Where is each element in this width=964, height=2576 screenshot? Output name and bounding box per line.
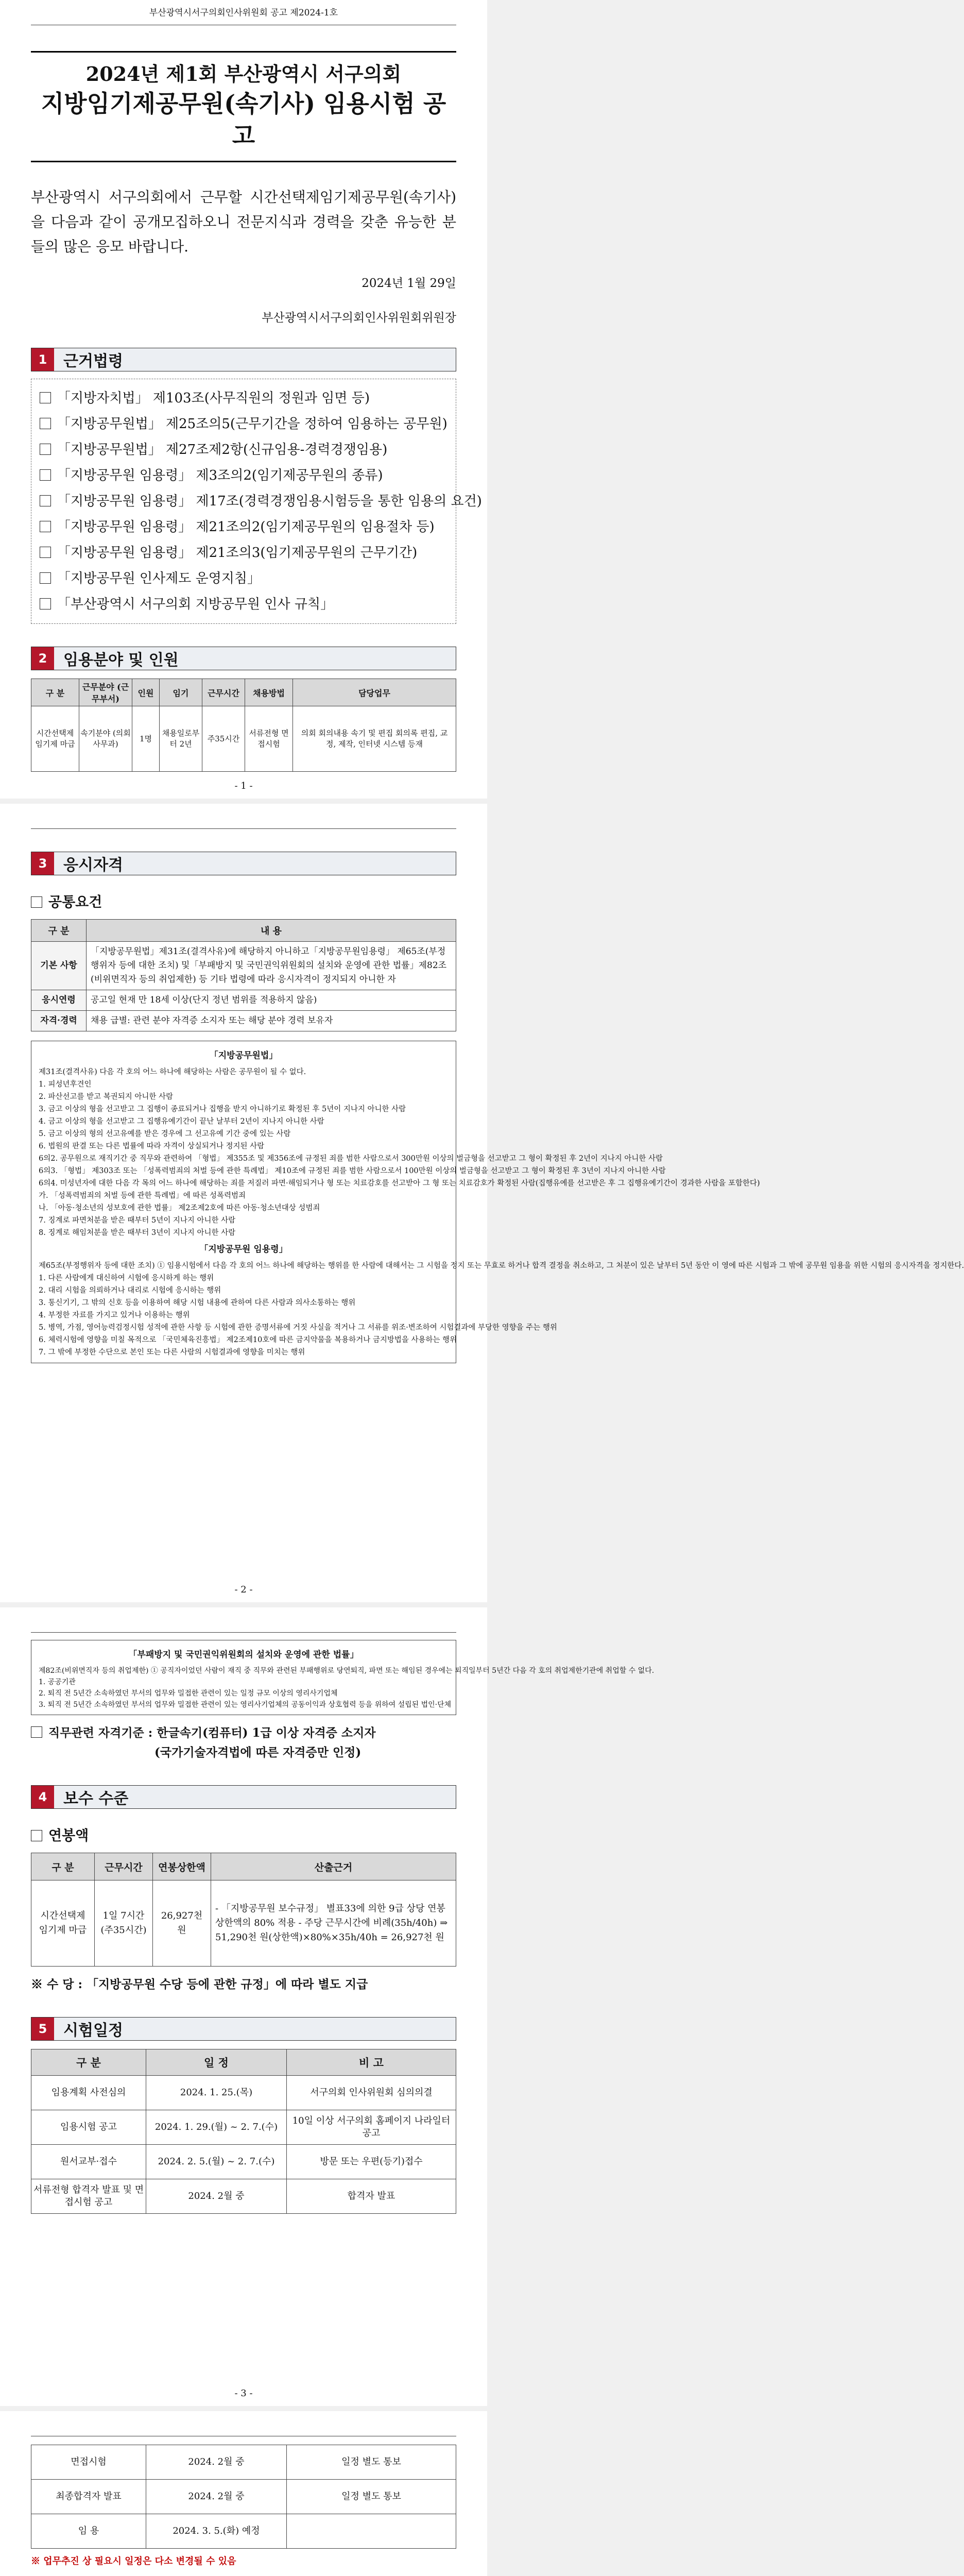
table-cell: 서류전형 합격자 발표 및 면접시험 공고 <box>31 2179 146 2214</box>
table-header: 일 정 <box>146 2049 287 2076</box>
table-row <box>31 1011 456 1031</box>
table-cell: 일정 별도 통보 <box>287 2480 456 2514</box>
allowance-note: ※ 수 당 : 「지방공무원 수당 등에 관한 규정」에 따라 별도 지급 <box>31 1977 368 1991</box>
checkbox-square-icon <box>40 572 51 584</box>
table-cell <box>287 2514 456 2549</box>
section-number: 5 <box>31 2018 54 2040</box>
table-header: 비 고 <box>287 2049 456 2076</box>
excerpt-line: 제82조(비위면직자 등의 취업제한) ① 공직자이었던 사람이 재직 중 직무와 관련된 부패행위로 당연퇴직, 파면 또는 해임된 경우에는 퇴직일부터 5년간 다음 각 호의 취업제한기관에 취업할 수 없다. <box>39 1667 655 1675</box>
row-label: 응시연령 <box>31 990 87 1011</box>
table-row <box>31 2514 456 2549</box>
page-1 <box>0 0 487 799</box>
section-2 <box>31 647 456 670</box>
excerpt-line: 2. 파산선고를 받고 복권되지 아니한 사람 <box>39 1093 173 1101</box>
excerpt-line: 7. 그 밖에 부정한 수단으로 본인 또는 다른 사람의 시험결과에 영향을 미치는 행위 <box>39 1348 305 1357</box>
table-row <box>31 2110 456 2145</box>
table-cell: 2024. 2월 중 <box>146 2480 287 2514</box>
table-cell: 의회 회의내용 속기 및 편집 회의록 편집, 교정, 제작, 인터넷 시스템 등재 <box>293 706 456 772</box>
doc-header <box>31 804 456 829</box>
law-item: 「지방공무원 임용령」 제21조의3(임기제공무원의 근무기간) <box>40 540 447 566</box>
excerpt-line: 2. 대리 시험을 의뢰하거나 대리로 시험에 응시하는 행위 <box>39 1286 221 1295</box>
table-cell: - 「지방공무원 보수규정」 별표33에 의한 9급 상당 연봉 상한액의 80% 적용 - 주당 근무시간에 비례(35h/40h) ⇒ 51,290천 원(상한액)×80%×35h/40h = 26,927천 원 <box>211 1880 456 1967</box>
table-row <box>31 2179 456 2214</box>
table-cell: 시간선택제 임기제 마급 <box>31 706 79 772</box>
table-cell: 임용계획 사전심의 <box>31 2076 146 2110</box>
table-cell: 10일 이상 서구의회 홈페이지 나라일터 공고 <box>287 2110 456 2145</box>
excerpt-line: 7. 징계로 파면처분을 받은 때부터 5년이 지나지 아니한 사람 <box>39 1216 236 1225</box>
schedule-table-continued <box>31 2445 456 2549</box>
row-label: 기본 사항 <box>31 942 87 990</box>
table-header: 연봉상한액 <box>153 1853 211 1880</box>
checkbox-square-icon <box>40 392 51 403</box>
table-cell: 1일 7시간 (주35시간) <box>95 1880 153 1967</box>
checkbox-square-icon <box>40 547 51 558</box>
table-cell: 서구의회 인사위원회 심의의결 <box>287 2076 456 2110</box>
section-1 <box>31 348 456 371</box>
legal-excerpt-box <box>31 1640 655 1715</box>
table-cell: 임 용 <box>31 2514 146 2549</box>
section-number: 1 <box>31 348 54 371</box>
law-item: 「지방공무원 임용령」 제21조의2(임기제공무원의 임용절차 등) <box>40 514 447 540</box>
doc-header <box>31 2411 456 2436</box>
table-cell: 최종합격자 발표 <box>31 2480 146 2514</box>
excerpt-line: 6의2. 공무원으로 재직기간 중 직무와 관련하여 「형법」 제355조 및 제356조에 규정된 죄를 범한 사람으로서 300만원 이상의 벌금형을 선고받고 그 형이 확정된 후 2년이 지나지 아니한 사람 <box>39 1155 663 1163</box>
section-number: 2 <box>31 647 54 670</box>
table-header-row <box>31 679 456 706</box>
table-header: 담당업무 <box>293 679 456 706</box>
law-item: 「지방공무원법」 제27조제2항(신규임용-경력경쟁임용) <box>40 437 447 463</box>
table-cell: 합격자 발표 <box>287 2179 456 2214</box>
checkbox-square-icon <box>31 1726 42 1738</box>
law-item: 「지방공무원 임용령」 제3조의2(임기제공무원의 종류) <box>40 463 447 488</box>
table-row <box>31 990 456 1011</box>
table-header: 구 분 <box>31 2049 146 2076</box>
table-cell: 방문 또는 우편(등기)접수 <box>287 2145 456 2179</box>
checkbox-square-icon <box>40 418 51 429</box>
checkbox-square-icon <box>31 896 42 908</box>
excerpt-line: 6의3. 「형법」 제303조 또는 「성폭력범죄의 처벌 등에 관한 특례법」 제10조에 규정된 죄를 범한 사람으로서 100만원 이상의 벌금형을 선고받고 그 형이 확정된 후 3년이 지나지 아니한 사람 <box>39 1167 666 1175</box>
excerpt-line: 6. 체력시험에 영향을 미칠 목적으로 「국민체육진흥법」 제2조제10호에 따른 금지약물을 복용하거나 금지방법을 사용하는 행위 <box>39 1336 457 1344</box>
table-cell: 일정 별도 통보 <box>287 2445 456 2480</box>
section-title: 근거법령 <box>54 348 456 371</box>
table-row <box>31 2145 456 2179</box>
page-4 <box>0 2411 487 2576</box>
table-header-row <box>31 2049 456 2076</box>
legal-excerpt-box <box>31 1041 964 1363</box>
table-cell: 1명 <box>132 706 160 772</box>
excerpt-heading: 「지방공무원법」 <box>209 1050 278 1061</box>
row-text: 「지방공무원법」제31조(결격사유)에 해당하지 아니하고「지방공무원임용령」 제65조(부정행위자 등에 대한 조치) 및「부패방지 및 국민권익위원회의 설치와 운영에 관한 법률」제82조(비위면직자 등의 취업제한) 등 기타 법령에 따라 응시자격이 정지되지 아니한 자 <box>87 942 456 990</box>
table-header: 근무분야 (근무부서) <box>79 679 132 706</box>
table-header: 근무시간 <box>202 679 245 706</box>
table-cell: 2024. 1. 25.(목) <box>146 2076 287 2110</box>
table-cell: 2024. 2. 5.(월) ~ 2. 7.(수) <box>146 2145 287 2179</box>
table-header: 채용방법 <box>245 679 293 706</box>
table-header: 인원 <box>132 679 160 706</box>
excerpt-line: 3. 통신기기, 그 밖의 신호 등을 이용하여 해당 시험 내용에 관하여 다른 사람과 의사소통하는 행위 <box>39 1299 356 1307</box>
schedule-table <box>31 2049 456 2214</box>
section-number: 3 <box>31 852 54 875</box>
section-4 <box>31 1785 456 1809</box>
law-item: 「지방공무원 임용령」 제17조(경력경쟁임용시험등을 통한 임용의 요건) <box>40 488 447 514</box>
excerpt-line: 3. 금고 이상의 형을 선고받고 그 집행이 종료되거나 집행을 받지 아니하기로 확정된 후 5년이 지나지 아니한 사람 <box>39 1105 406 1113</box>
table-row <box>31 2480 456 2514</box>
table-row <box>31 2076 456 2110</box>
checkbox-square-icon <box>40 521 51 532</box>
excerpt-line: 1. 피성년후견인 <box>39 1080 92 1089</box>
excerpt-line: 5. 병역, 가점, 영어능력검정시험 성적에 관한 사항 등 시험에 관한 증명서류에 거짓 사실을 적거나 그 서류를 위조·변조하여 시험결과에 부당한 영향을 주는 행위 <box>39 1324 557 1332</box>
law-item: 「부산광역시 서구의회 지방공무원 인사 규칙」 <box>40 591 447 617</box>
excerpt-line: 2. 퇴직 전 5년간 소속하였던 부서의 업무와 밀접한 관련이 있는 일정 규모 이상의 영리사기업체 <box>39 1689 338 1698</box>
table-header: 구 분 <box>31 920 87 942</box>
title-line-2: 지방임기제공무원(속기사) 임용시험 공고 <box>41 90 446 149</box>
row-text: 공고일 현재 만 18세 이상(단지 정년 범위를 적용하지 않음) <box>87 990 456 1011</box>
table-header: 구 분 <box>31 1853 95 1880</box>
table-header: 내 용 <box>87 920 456 942</box>
section-5 <box>31 2017 456 2041</box>
page-number: - 3 - <box>234 2388 253 2399</box>
section-3 <box>31 852 456 875</box>
table-cell: 주35시간 <box>202 706 245 772</box>
table-cell: 임용시험 공고 <box>31 2110 146 2145</box>
table-header: 구 분 <box>31 679 79 706</box>
table-header: 산출근거 <box>211 1853 456 1880</box>
excerpt-heading: 「지방공무원 임용령」 <box>199 1244 288 1255</box>
table-cell: 채용일로부터 2년 <box>160 706 202 772</box>
table-row <box>31 1880 456 1967</box>
checkbox-square-icon <box>40 469 51 481</box>
page-2 <box>0 804 964 1602</box>
doc-header <box>31 1607 456 1633</box>
section-number: 4 <box>31 1786 54 1808</box>
excerpt-line: 6의4. 미성년자에 대한 다음 각 목의 어느 하나에 해당하는 죄를 저질러 파면·해임되거나 형 또는 치료감호를 선고받아 그 형 또는 치료감호가 확정된 사람(집행유예를 선고받은 후 그 집행유예기간이 경과한 사람을 포함한다) <box>39 1179 760 1188</box>
table-cell: 속기분야 (의회사무과) <box>79 706 132 772</box>
table-cell: 시간선택제 임기제 마급 <box>31 1880 95 1967</box>
table-cell: 원서교부·접수 <box>31 2145 146 2179</box>
section-title: 임용분야 및 인원 <box>54 647 456 670</box>
excerpt-line: 6. 법원의 판결 또는 다른 법률에 따라 자격이 상실되거나 정지된 사람 <box>39 1142 265 1150</box>
doc-header: 부산광역시서구의회인사위원회 공고 제2024-1호 <box>31 0 456 25</box>
table-cell: 면접시험 <box>31 2445 146 2480</box>
row-text: 채용 급별: 관련 분야 자격증 소지자 또는 해당 분야 경력 보유자 <box>87 1011 456 1031</box>
title-line-1: 2024년 제1회 부산광역시 서구의회 <box>85 62 402 86</box>
law-item: 「지방자치법」 제103조(사무직원의 정원과 임면 등) <box>40 385 447 411</box>
page-number: - 2 - <box>234 1584 253 1595</box>
excerpt-line: 5. 금고 이상의 형의 선고유예를 받은 경우에 그 선고유예 기간 중에 있는 사람 <box>39 1130 291 1138</box>
table-header-row <box>31 1853 456 1880</box>
excerpt-line: 제65조(부정행위자 등에 대한 조치) ① 임용시험에서 다음 각 호의 어느 하나에 해당하는 행위를 한 사람에 대해서는 그 시험을 정지 또는 무효로 하거나 합격 결정을 취소하고, 그 처분이 있은 날부터 5년 동안 이 영에 따른 시험과 그 밖에 공무원 임용을 위한 시험의 응시자격을 정지한다. <box>39 1262 964 1270</box>
row-label: 자격·경력 <box>31 1011 87 1031</box>
excerpt-line: 1. 공공기관 <box>39 1678 76 1686</box>
schedule-note: ※ 업무추진 상 필요시 일정은 다소 변경될 수 있음 <box>31 2556 236 2567</box>
checkbox-square-icon <box>40 495 51 506</box>
excerpt-heading: 「부패방지 및 국민권익위원회의 설치와 운영에 관한 법률」 <box>128 1650 359 1660</box>
section-title: 응시자격 <box>54 852 456 875</box>
qualification-requirement: 직무관련 자격기준 : 한글속기(컴퓨터) 1급 이상 자격증 소지자 <box>31 1723 456 1743</box>
excerpt-line: 나. 「아동·청소년의 성보호에 관한 법률」 제2조제2호에 따른 아동·청소년대상 성범죄 <box>39 1204 320 1212</box>
excerpt-line: 8. 징계로 해임처분을 받은 때부터 3년이 지나지 아니한 사람 <box>39 1229 236 1237</box>
table-cell: 서류전형 면접시험 <box>245 706 293 772</box>
table-row <box>31 942 456 990</box>
section-title: 시험일정 <box>54 2018 456 2040</box>
excerpt-line: 3. 퇴직 전 5년간 소속하였던 부서의 업무와 밀접한 관련이 있는 영리사기업체의 공동이익과 상호협력 등을 위하여 설립된 법인·단체 <box>39 1701 452 1709</box>
table-header: 근무시간 <box>95 1853 153 1880</box>
table-cell: 2024. 2월 중 <box>146 2445 287 2480</box>
law-item: 「지방공무원법」 제25조의5(근무기간을 정하여 임용하는 공무원) <box>40 411 447 437</box>
table-cell: 2024. 3. 5.(화) 예정 <box>146 2514 287 2549</box>
laws-box <box>31 379 482 624</box>
table-cell: 2024. 2월 중 <box>146 2179 287 2214</box>
qualification-note: (국가기술자격법에 따른 자격증만 인정) <box>154 1745 361 1759</box>
notice-org: 부산광역시서구의회인사위원회위원장 <box>262 311 456 325</box>
subsection-title: 공통요건 <box>31 891 456 911</box>
page-3 <box>0 1607 655 2406</box>
page-number: - 1 - <box>234 781 253 791</box>
section-title: 보수 수준 <box>54 1786 456 1808</box>
checkbox-square-icon <box>40 598 51 609</box>
checkbox-square-icon <box>40 444 51 455</box>
qualification-table <box>31 919 456 1031</box>
table-row <box>31 2445 456 2480</box>
table-cell: 26,927천 원 <box>153 1880 211 1967</box>
excerpt-line: 1. 다른 사람에게 대신하여 시험에 응시하게 하는 행위 <box>39 1274 214 1282</box>
checkbox-square-icon <box>31 1830 42 1841</box>
notice-date: 2024년 1월 29일 <box>361 277 456 290</box>
excerpt-line: 4. 부정한 자료를 가지고 있거나 이용하는 행위 <box>39 1311 190 1319</box>
excerpt-line: 4. 금고 이상의 형을 선고받고 그 집행유예기간이 끝난 날부터 2년이 지나지 아니한 사람 <box>39 1117 324 1126</box>
table-cell: 2024. 1. 29.(월) ~ 2. 7.(수) <box>146 2110 287 2145</box>
positions-table <box>31 679 456 772</box>
table-header: 임기 <box>160 679 202 706</box>
table-header-row <box>31 920 456 942</box>
excerpt-line: 제31조(결격사유) 다음 각 호의 어느 하나에 해당하는 사람은 공무원이 될 수 없다. <box>39 1068 306 1076</box>
intro-paragraph: 부산광역시 서구의회에서 근무할 시간선택제임기제공무원(속기사)을 다음과 같이 공개모집하오니 전문지식과 경력을 갖춘 유능한 분들의 많은 응모 바랍니다. <box>31 189 456 255</box>
excerpt-line: 가. 「성폭력범죄의 처벌 등에 관한 특례법」에 따른 성폭력범죄 <box>39 1192 246 1200</box>
law-item: 「지방공무원 인사제도 운영지침」 <box>40 566 447 591</box>
subsection-title: 연봉액 <box>31 1824 456 1844</box>
salary-table <box>31 1853 456 1967</box>
doc-title <box>31 51 456 162</box>
table-row <box>31 706 456 772</box>
